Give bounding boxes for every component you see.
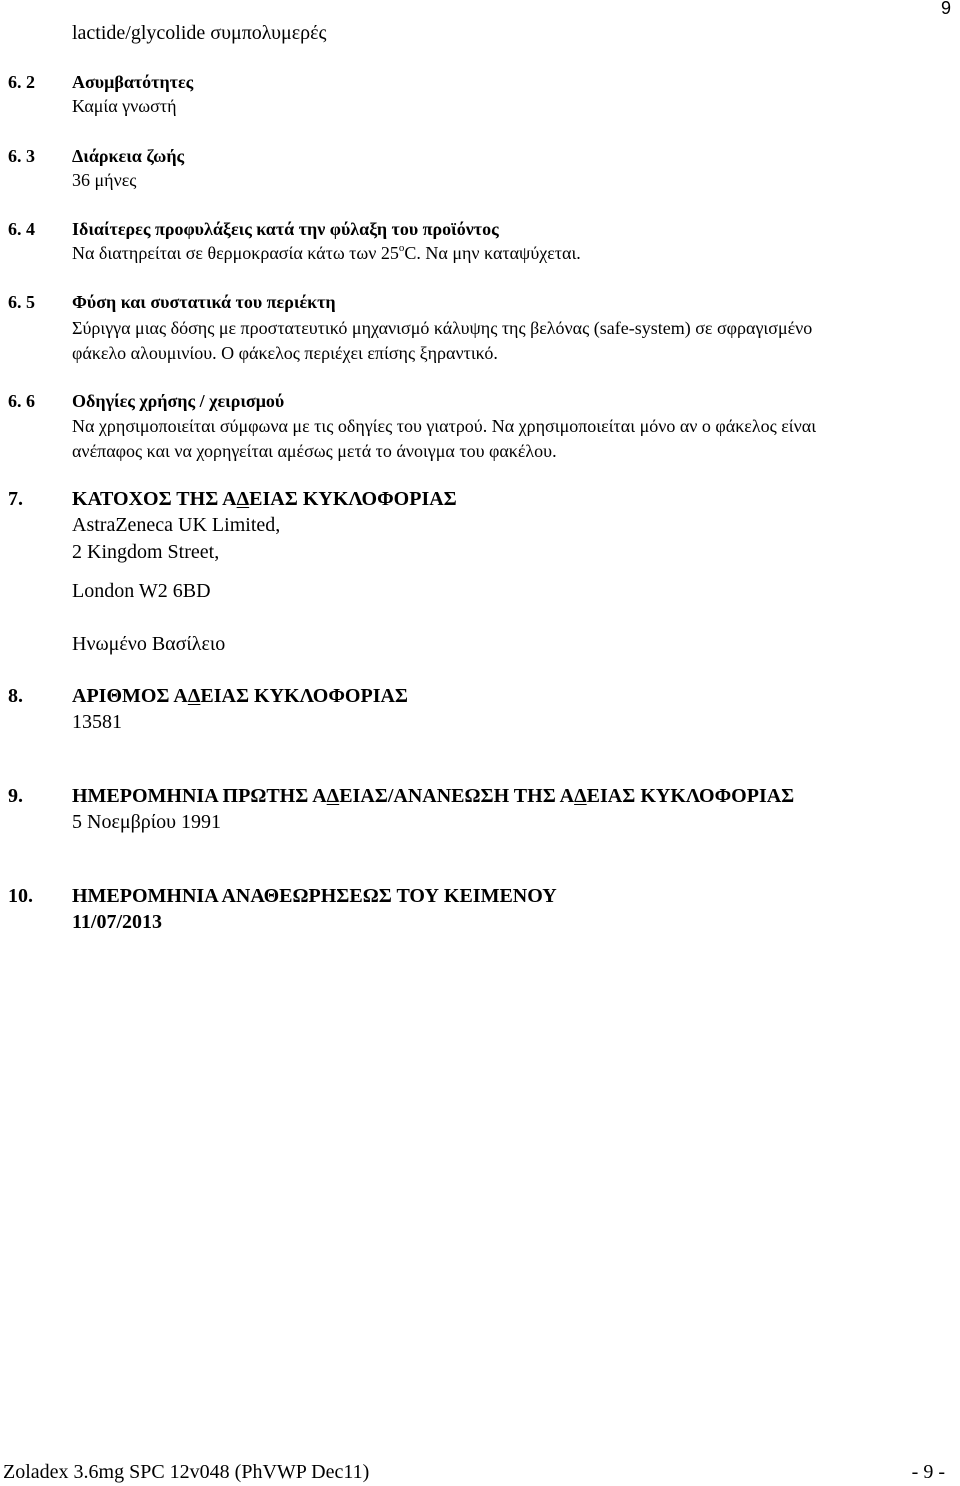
section-6-2-number: 6. 2: [8, 72, 35, 92]
section-7-number: 7.: [8, 488, 23, 510]
section-7-heading-a: ΚΑΤΟΧΟΣ ΤΗΣ Α: [72, 488, 237, 510]
section-6-3-heading: Διάρκεια ζωής: [72, 146, 185, 166]
section-6-2-text: Καμία γνωστή: [72, 96, 177, 116]
section-6-5-line-2: φάκελο αλουμινίου. Ο φάκελος περιέχει επίσης ξηραντικό.: [72, 343, 498, 363]
continuation-text: lactide/glycolide συμπολυμερές: [72, 22, 327, 44]
storage-text-b: C. Να μην καταψύχεται.: [404, 243, 581, 263]
revision-date: 11/07/2013: [72, 911, 163, 933]
section-6-5-line-1: Σύριγγα μιας δόσης με προστατευτικό μηχανισμό κάλυψης της βελόνας (safe-system) σε σφραγισμένο: [72, 318, 813, 338]
section-9-heading-c: ΕΙΑΣ ΚΥΚΛΟΦΟΡΙΑΣ: [586, 785, 795, 807]
section-9-heading: [72, 785, 794, 808]
degree-superscript: o: [398, 242, 405, 254]
section-7-heading-underlined: Δ: [236, 488, 250, 510]
section-6-4-number: 6. 4: [8, 219, 35, 239]
section-7-heading: [72, 488, 457, 511]
section-6-4-text: [72, 243, 581, 264]
first-authorisation-date: 5 Νοεμβρίου 1991: [72, 811, 222, 833]
section-9-number: 9.: [8, 785, 23, 807]
holder-company: AstraZeneca UK Limited,: [72, 514, 281, 536]
section-6-6-line-1: Να χρησιμοποιείται σύμφωνα με τις οδηγίες του γιατρού. Να χρησιμοποιείται μόνο αν ο φάκελος είναι: [72, 416, 817, 436]
section-8-heading: [72, 685, 408, 708]
section-10-heading: ΗΜΕΡΟΜΗΝΙΑ ΑΝΑΘΕΩΡΗΣΕΩΣ ΤΟΥ ΚΕΙΜΕΝΟΥ: [72, 885, 557, 907]
section-6-6-number: 6. 6: [8, 391, 35, 411]
section-6-6-line-2: ανέπαφος και να χορηγείται αμέσως μετά το άνοιγμα του φακέλου.: [72, 441, 557, 461]
storage-text-a: Να διατηρείται σε θερμοκρασία κάτω των 25: [72, 243, 399, 263]
section-6-2-heading: Ασυμβατότητες: [72, 72, 194, 92]
section-9-heading-b: ΕΙΑΣ/ΑΝΑΝΕΩΣΗ ΤΗΣ Α: [339, 785, 575, 807]
section-7-heading-b: ΕΙΑΣ ΚΥΚΛΟΦΟΡΙΑΣ: [249, 488, 457, 510]
section-6-3-number: 6. 3: [8, 146, 35, 166]
footer-page-number: - 9 -: [911, 1461, 945, 1483]
section-9-heading-underlined-2: Δ: [574, 785, 587, 807]
section-9-heading-a: ΗΜΕΡΟΜΗΝΙΑ ΠΡΩΤΗΣ Α: [72, 785, 327, 807]
section-6-4-heading: Ιδιαίτερες προφυλάξεις κατά την φύλαξη του προϊόντος: [72, 219, 499, 239]
holder-street: 2 Kingdom Street,: [72, 541, 220, 563]
section-8-heading-underlined: Δ: [187, 685, 201, 707]
holder-city: London W2 6BD: [72, 580, 211, 602]
section-6-6-heading: Οδηγίες χρήσης / χειρισμού: [72, 391, 285, 411]
section-8-number: 8.: [8, 685, 23, 707]
section-6-3-text: 36 μήνες: [72, 170, 137, 190]
section-10-number: 10.: [8, 885, 33, 907]
licence-number: 13581: [72, 711, 122, 733]
section-8-heading-b: ΕΙΑΣ ΚΥΚΛΟΦΟΡΙΑΣ: [200, 685, 408, 707]
section-8-heading-a: ΑΡΙΘΜΟΣ Α: [72, 685, 188, 707]
section-9-heading-underlined-1: Δ: [326, 785, 340, 807]
page-number: 9: [940, 0, 951, 18]
footer-document-id: Zoladex 3.6mg SPC 12v048 (PhVWP Dec11): [3, 1461, 370, 1483]
section-6-5-number: 6. 5: [8, 292, 35, 312]
holder-country: Ηνωμένο Βασίλειο: [72, 633, 226, 655]
section-6-5-heading: Φύση και συστατικά του περιέκτη: [72, 292, 336, 312]
